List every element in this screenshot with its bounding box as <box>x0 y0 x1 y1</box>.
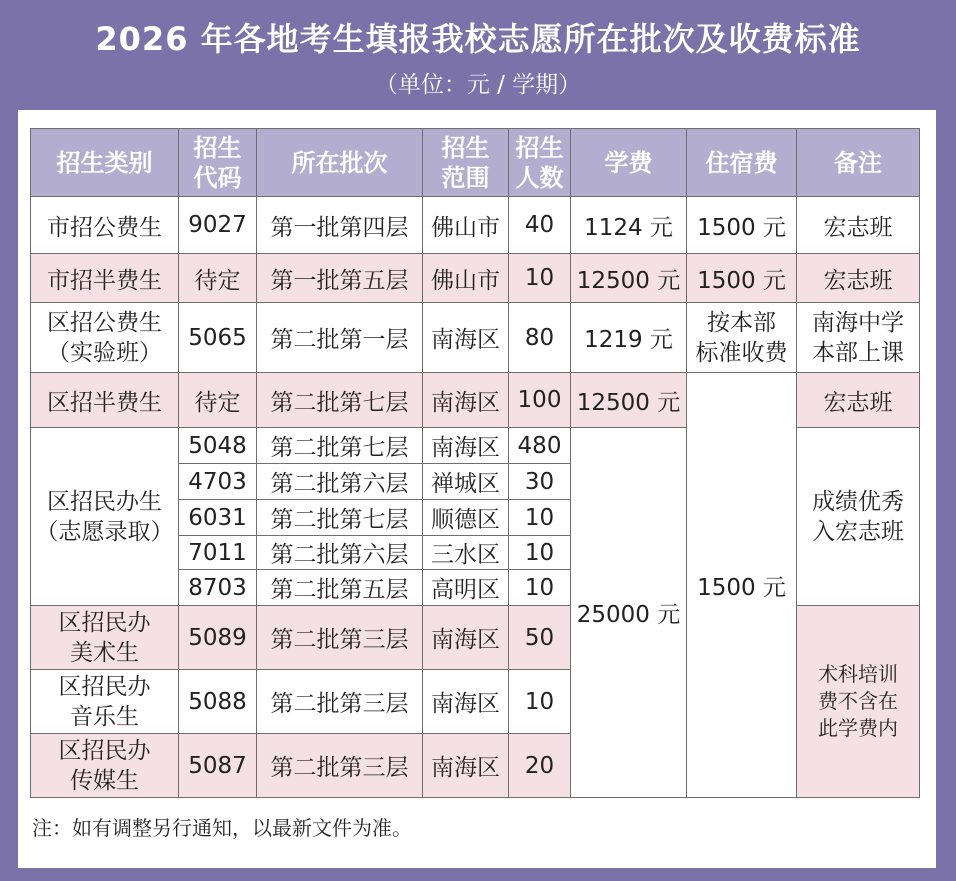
cell-category: 市招公费生 <box>31 197 179 254</box>
cell-range: 南海区 <box>423 734 509 798</box>
cell-category: 区招民办 音乐生 <box>31 670 179 734</box>
table-row <box>31 303 920 373</box>
cell-batch: 第一批第四层 <box>257 197 423 254</box>
header-category: 招生类别 <box>31 129 179 197</box>
cell-range: 佛山市 <box>423 254 509 303</box>
cell-category: 区招民办生 （志愿录取） <box>31 428 179 606</box>
page-title: 2026 年各地考生填报我校志愿所在批次及收费标准 <box>95 20 861 58</box>
cell-code: 5088 <box>179 670 257 734</box>
cell-lodging-shared: 1500 元 <box>687 373 797 798</box>
cell-batch: 第二批第五层 <box>257 570 423 606</box>
cell-range: 三水区 <box>423 536 509 570</box>
cell-batch: 第二批第三层 <box>257 734 423 798</box>
cell-remark: 宏志班 <box>797 197 920 254</box>
cell-batch: 第二批第七层 <box>257 373 423 428</box>
cell-range: 南海区 <box>423 606 509 670</box>
table-row <box>31 373 920 428</box>
cell-code: 5048 <box>179 428 257 464</box>
cell-batch: 第二批第七层 <box>257 500 423 536</box>
cell-count: 10 <box>509 570 571 606</box>
cell-batch: 第二批第六层 <box>257 464 423 500</box>
cell-count: 80 <box>509 303 571 373</box>
cell-batch: 第二批第一层 <box>257 303 423 373</box>
cell-count: 10 <box>509 670 571 734</box>
cell-code: 9027 <box>179 197 257 254</box>
cell-count: 10 <box>509 536 571 570</box>
cell-code: 6031 <box>179 500 257 536</box>
cell-range: 佛山市 <box>423 197 509 254</box>
cell-lodging: 1500 元 <box>687 197 797 254</box>
cell-code: 4703 <box>179 464 257 500</box>
cell-count: 10 <box>509 500 571 536</box>
header-batch: 所在批次 <box>257 129 423 197</box>
cell-count: 40 <box>509 197 571 254</box>
cell-tuition-shared: 25000 元 <box>571 428 687 798</box>
cell-count: 480 <box>509 428 571 464</box>
header-remark: 备注 <box>797 129 920 197</box>
cell-code: 8703 <box>179 570 257 606</box>
cell-batch: 第二批第三层 <box>257 670 423 734</box>
cell-remark: 成绩优秀 入宏志班 <box>797 428 920 606</box>
cell-remark: 宏志班 <box>797 373 920 428</box>
cell-code: 待定 <box>179 254 257 303</box>
header-range: 招生 范围 <box>423 129 509 197</box>
cell-tuition: 12500 元 <box>571 373 687 428</box>
cell-lodging: 1500 元 <box>687 254 797 303</box>
table-row <box>31 197 920 254</box>
table-panel <box>18 110 936 868</box>
cell-category: 区招公费生 （实验班） <box>31 303 179 373</box>
cell-range: 南海区 <box>423 670 509 734</box>
header-lodging: 住宿费 <box>687 129 797 197</box>
cell-range: 南海区 <box>423 373 509 428</box>
cell-lodging: 按本部 标准收费 <box>687 303 797 373</box>
cell-tuition: 1219 元 <box>571 303 687 373</box>
header-code: 招生 代码 <box>179 129 257 197</box>
cell-remark: 术科培训 费不含在 此学费内 <box>797 606 920 798</box>
cell-code: 待定 <box>179 373 257 428</box>
cell-range: 南海区 <box>423 428 509 464</box>
cell-batch: 第二批第六层 <box>257 536 423 570</box>
cell-range: 高明区 <box>423 570 509 606</box>
table-row <box>31 254 920 303</box>
cell-count: 30 <box>509 464 571 500</box>
cell-range: 顺德区 <box>423 500 509 536</box>
cell-batch: 第一批第五层 <box>257 254 423 303</box>
cell-count: 100 <box>509 373 571 428</box>
header-tuition: 学费 <box>571 129 687 197</box>
header-row <box>31 129 920 197</box>
cell-remark: 南海中学 本部上课 <box>797 303 920 373</box>
cell-count: 50 <box>509 606 571 670</box>
cell-code: 5065 <box>179 303 257 373</box>
cell-count: 10 <box>509 254 571 303</box>
cell-code: 5089 <box>179 606 257 670</box>
fee-table <box>30 128 920 798</box>
cell-remark: 宏志班 <box>797 254 920 303</box>
cell-range: 禅城区 <box>423 464 509 500</box>
cell-category: 区招民办 美术生 <box>31 606 179 670</box>
cell-count: 20 <box>509 734 571 798</box>
cell-tuition: 1124 元 <box>571 197 687 254</box>
cell-batch: 第二批第七层 <box>257 428 423 464</box>
cell-category: 市招半费生 <box>31 254 179 303</box>
cell-tuition: 12500 元 <box>571 254 687 303</box>
unit-subtitle: （单位：元 / 学期） <box>374 72 582 98</box>
cell-category: 区招民办 传媒生 <box>31 734 179 798</box>
footnote: 注：如有调整另行通知，以最新文件为准。 <box>32 816 412 840</box>
cell-range: 南海区 <box>423 303 509 373</box>
header-count: 招生 人数 <box>509 129 571 197</box>
cell-batch: 第二批第三层 <box>257 606 423 670</box>
cell-category: 区招半费生 <box>31 373 179 428</box>
cell-code: 5087 <box>179 734 257 798</box>
cell-code: 7011 <box>179 536 257 570</box>
